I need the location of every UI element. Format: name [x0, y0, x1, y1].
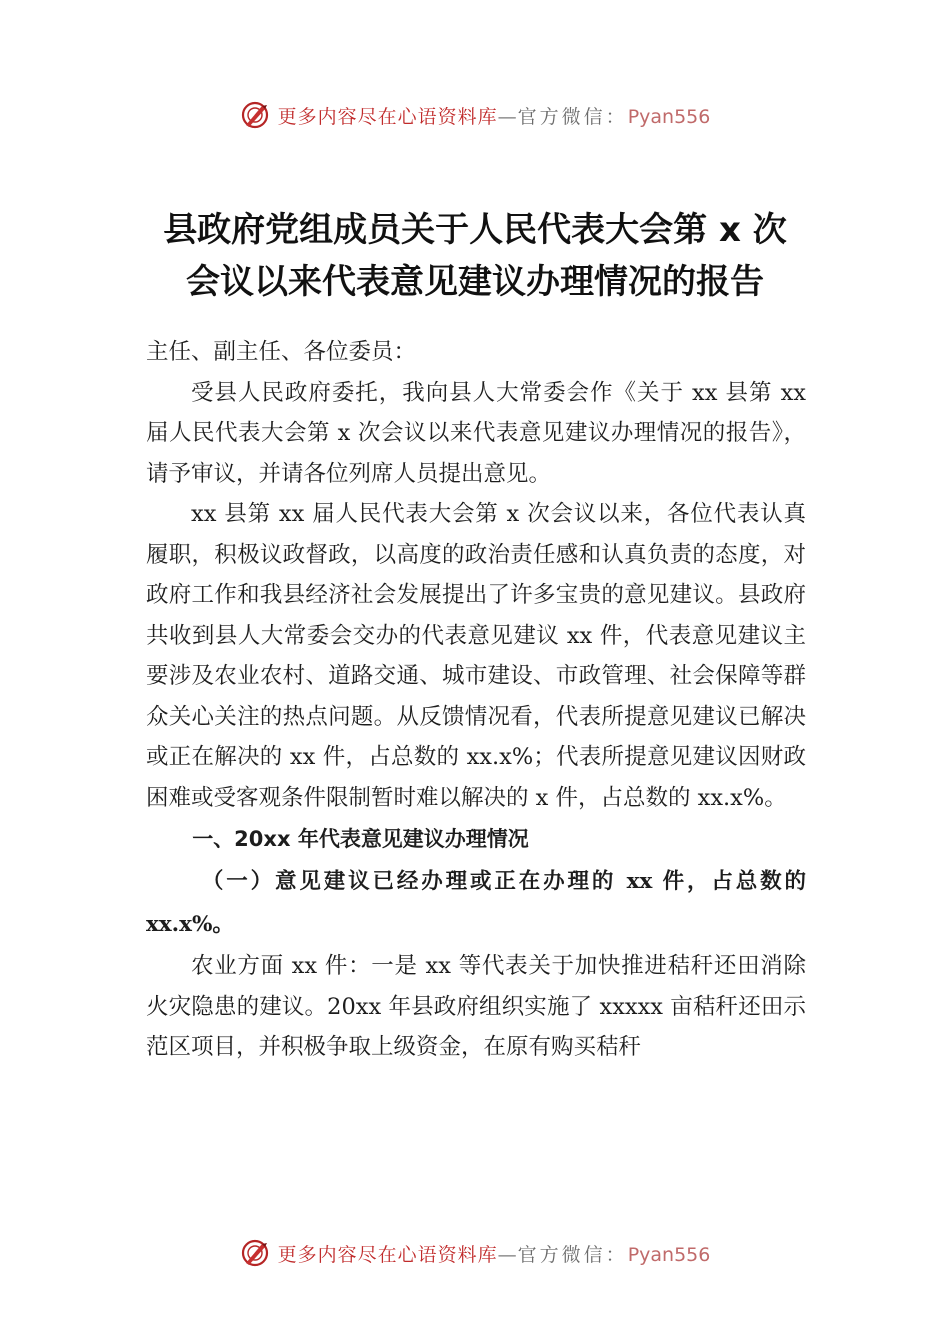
- paragraph-1: 受县人民政府委托，我向县人大常委会作《关于 xx 县第 xx 届人民代表大会第 x 次会议以来代表意见建议办理情况的报告》，请予审议，并请各位列席人员提出意见。: [146, 379, 806, 487]
- header-watermark-banner: [0, 95, 950, 135]
- paragraph-2: xx 县第 xx 届人民代表大会第 x 次会议以来，各位代表认真履职，积极议政督政，以高度的政治责任感和认真负责的态度，对政府工作和我县经济社会发展提出了许多宝贵的意见建议。县政府共收到县人大常委会交办的代表意见建议 xx 件，代表意见建议主要涉及农业农村、道路交通、城市建设、市政管理、社会保障等群众关心关注的热点问题。从反馈情况看，代表所提意见建议已解决或正在解决的 xx 件，占总数的 xx.x%；代表所提意见建议因财政困难或受客观条件限制暂时难以解决的 x 件，占总数的 xx.x%。: [146, 501, 806, 811]
- watermark-text: 更多内容尽在心语资料库—官方微信：Pyan556: [277, 105, 711, 128]
- subsection-heading: （一）意见建议已经办理或正在办理的 xx 件，占总数的 xx.x%。: [146, 869, 806, 937]
- title-line-2: 会议以来代表意见建议办理情况的报告: [186, 262, 764, 302]
- document-body: [146, 332, 806, 1068]
- paragraph-3: 农业方面 xx 件：一是 xx 等代表关于加快推进秸秆还田消除火灾隐患的建议。20xx 年县政府组织实施了 xxxxx 亩秸秆还田示范区项目，并积极争取上级资金，在原有购买秸秆: [146, 953, 806, 1060]
- watermark-text: 更多内容尽在心语资料库—官方微信：Pyan556: [277, 1243, 711, 1266]
- pen-seal-logo-icon: [240, 100, 270, 130]
- pen-seal-logo-icon: [240, 1238, 270, 1268]
- document-title: [140, 204, 810, 308]
- salutation: 主任、副主任、各位委员：: [146, 339, 417, 365]
- footer-watermark-banner: [0, 1233, 950, 1273]
- section-heading: 一、20xx 年代表意见建议办理情况: [192, 827, 529, 851]
- title-line-1: 县政府党组成员关于人民代表大会第 x 次: [163, 210, 787, 250]
